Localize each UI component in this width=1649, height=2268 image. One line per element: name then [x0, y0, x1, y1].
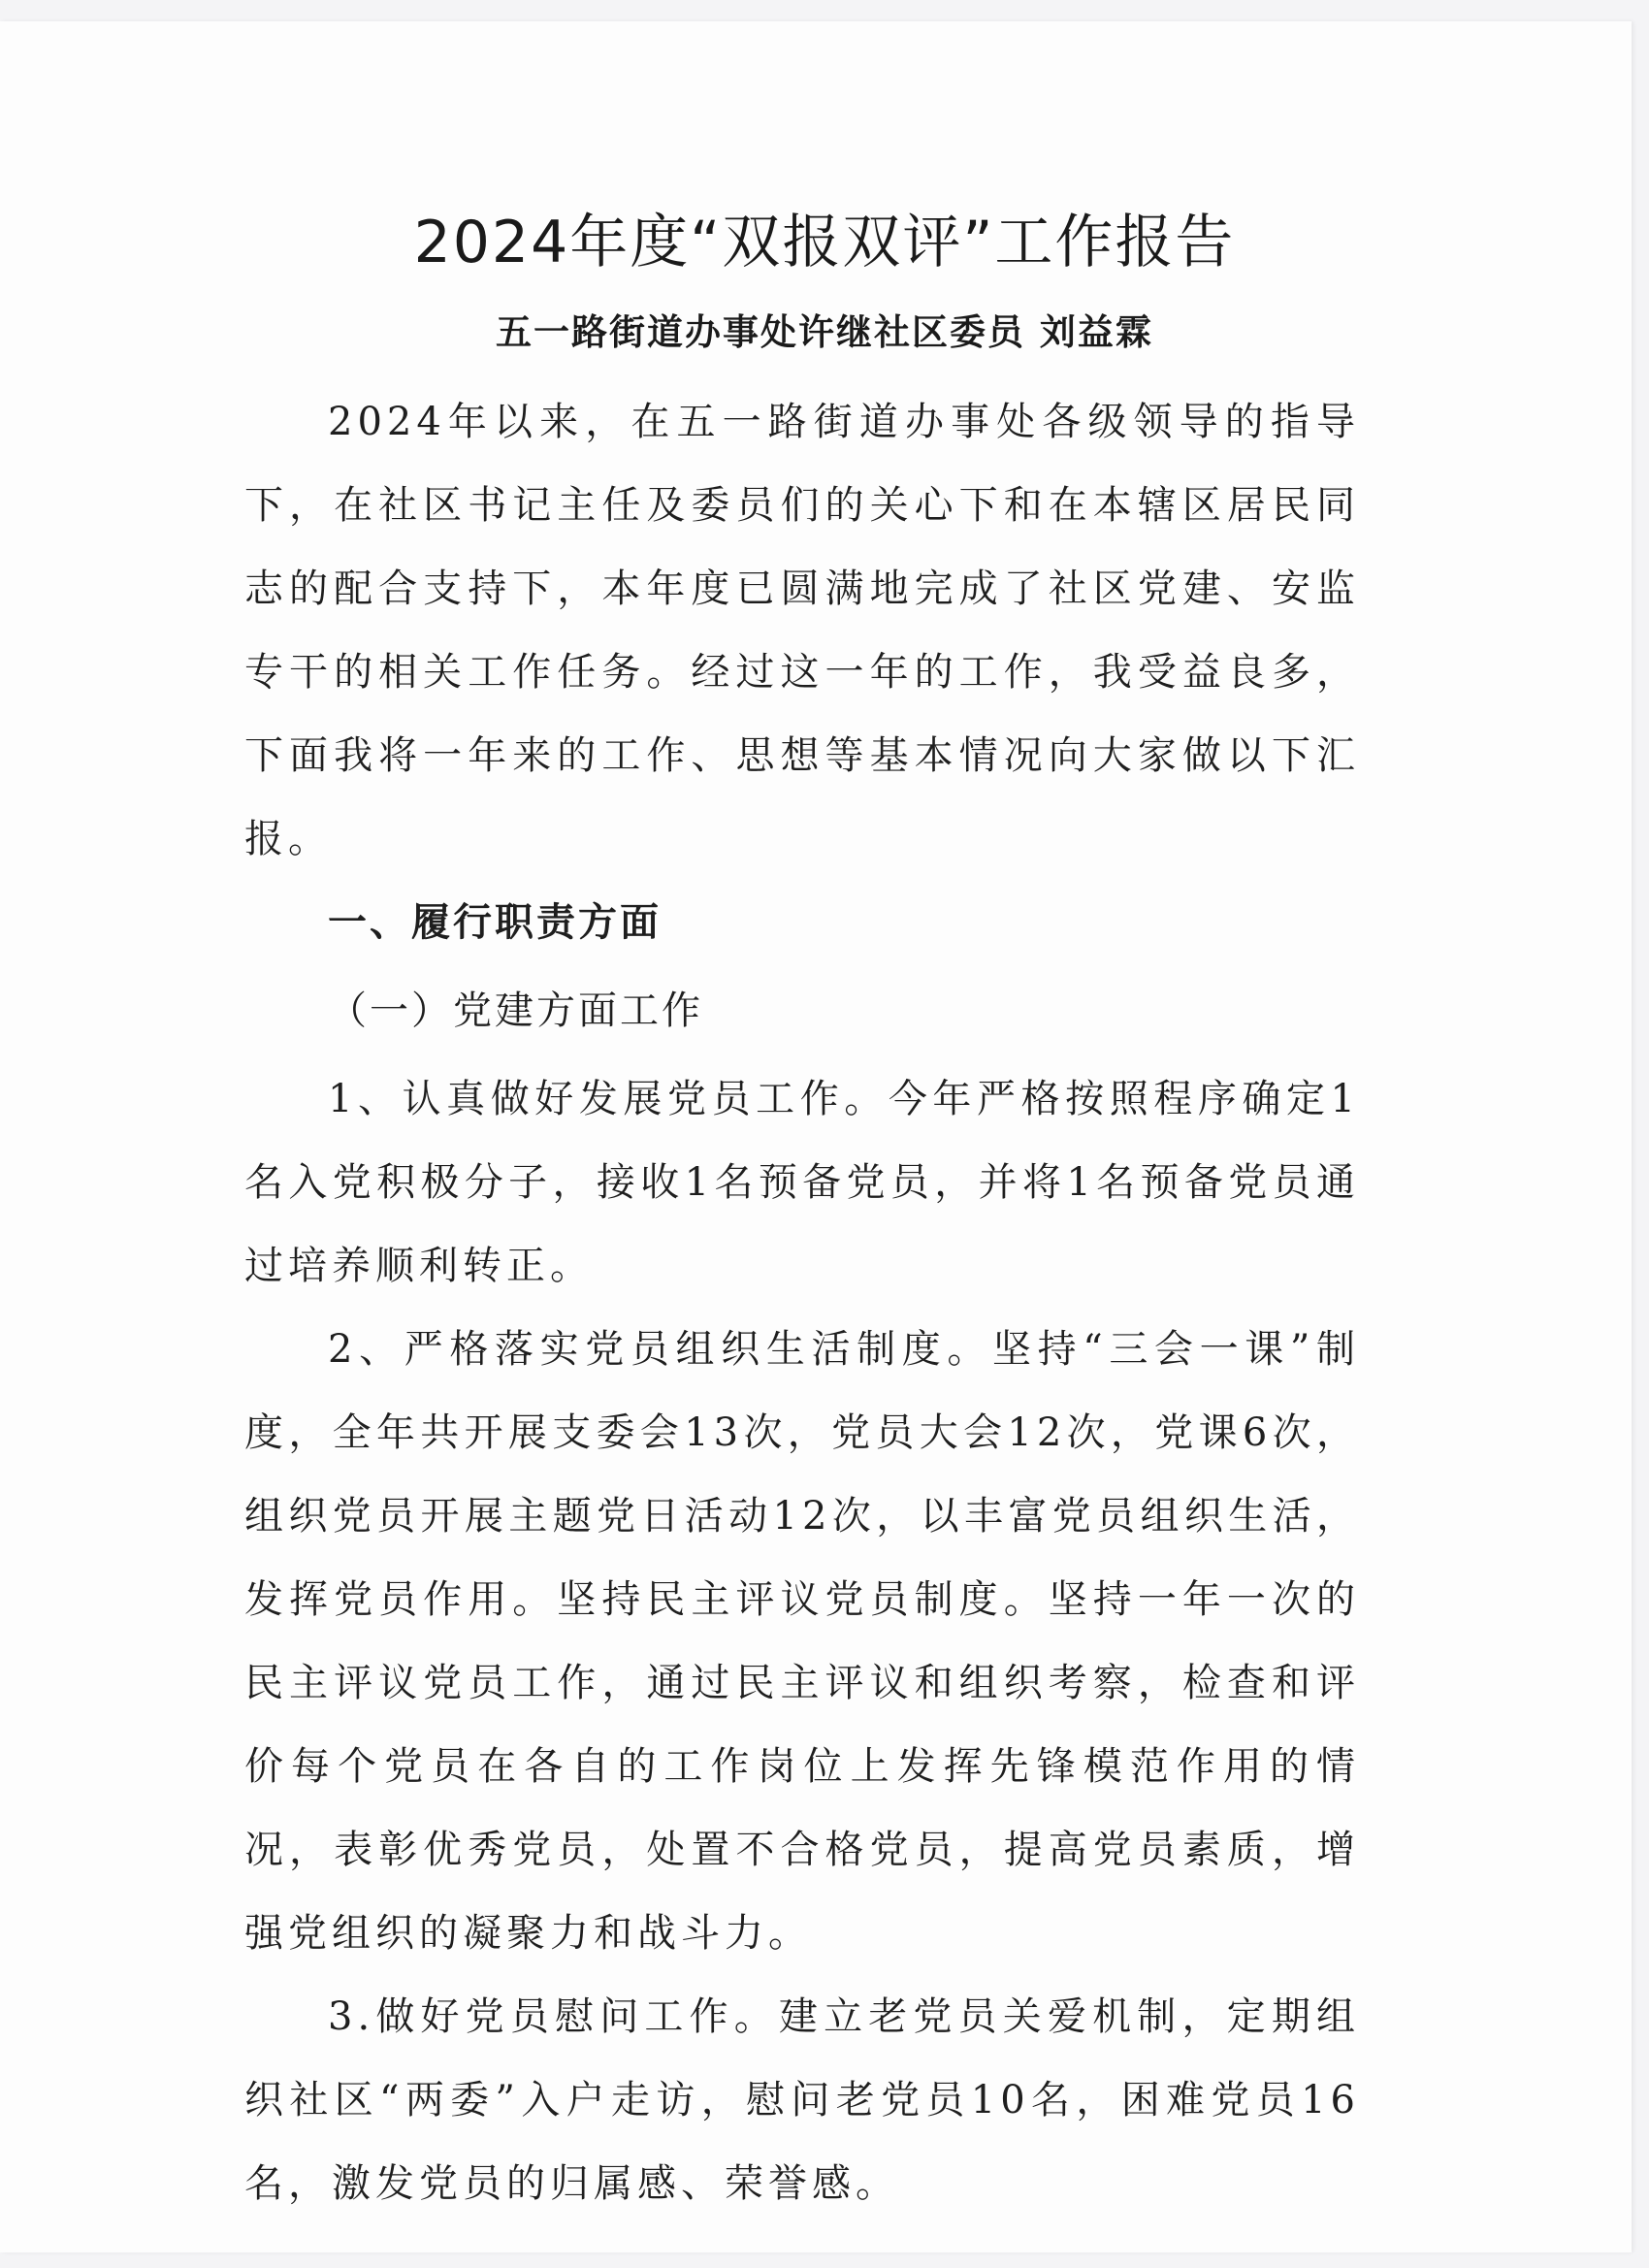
intro-paragraph: 2024年以来，在五一路街道办事处各级领导的指导下，在社区书记主任及委员们的关心下和在本辖区居民同志的配合支持下，本年度已圆满地完成了社区党建、安监专干的相关工作任务。经过这一年的工作，我受益良多，下面我将一年来的工作、思想等基本情况向大家做以下汇报。	[244, 400, 1360, 861]
paragraph-item-1: 1、认真做好发展党员工作。今年严格按照程序确定1名入党积极分子，接收1名预备党员，并将1名预备党员通过培养顺利转正。	[244, 1077, 1360, 1288]
document-body	[244, 380, 1360, 2225]
subsection-heading: （一）党建方面工作	[328, 988, 703, 1033]
paragraph-item-2: 2、严格落实党员组织生活制度。坚持“三会一课”制度，全年共开展支委会13次，党员大会12次，党课6次，组织党员开展主题党日活动12次，以丰富党员组织生活，发挥党员作用。坚持民主评议党员制度。坚持一年一次的民主评议党员工作，通过民主评议和组织考察，检查和评价每个党员在各自的工作岗位上发挥先锋模范作用的情况，表彰优秀党员，处置不合格党员，提高党员素质，增强党组织的凝聚力和战斗力。	[244, 1327, 1360, 1956]
author-line: 五一路街道办事处许继社区委员 刘益霖	[496, 310, 1153, 353]
paragraph-item-3: 3.做好党员慰问工作。建立老党员关爱机制，定期组织社区“两委”入户走访，慰问老党员10名，困难党员16名，激发党员的归属感、荣誉感。	[244, 1994, 1360, 2206]
page-title: 2024年度“双报双评”工作报告	[413, 209, 1236, 276]
section-heading: 一、履行职责方面	[328, 899, 662, 945]
